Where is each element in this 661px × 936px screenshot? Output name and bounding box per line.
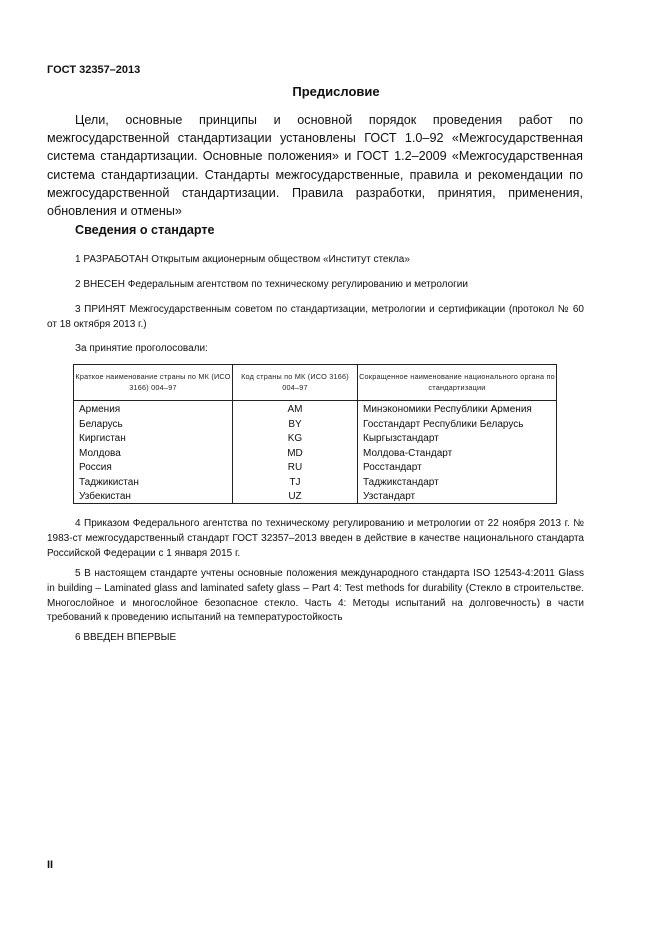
table-cell-code: MD: [287, 447, 303, 459]
table-header-organ: Сокращенное наименование национального органа по стандартизации: [358, 365, 556, 401]
table-cell-country: Киргистан: [79, 433, 126, 444]
table-cell-code: KG: [287, 433, 303, 444]
info-item-6: 6 ВВЕДЕН ВПЕРВЫЕ: [75, 632, 177, 643]
info-item-3: 3 ПРИНЯТ Межгосударственным советом по стандартизации, метрологии и сертификации (протокол № 60 от 18 октября 2013 г.): [47, 304, 584, 330]
preface-title: Предисловие: [292, 84, 380, 99]
table-cell-organ: Кыргызстандарт: [363, 433, 439, 444]
table-cell-organ: Таджикстандарт: [363, 476, 439, 488]
table-cell-country: Россия: [79, 462, 112, 473]
voted-label: За принятие проголосовали:: [75, 343, 208, 354]
table-cell-code: AM: [287, 404, 303, 415]
table-divider: [357, 365, 358, 503]
table-cell-country: Армения: [79, 404, 121, 415]
table-cell-organ: Узстандарт: [363, 491, 416, 502]
standard-info-title: Сведения о стандарте: [75, 223, 215, 237]
table-cell-organ: Росстандарт: [363, 462, 422, 473]
table-cell-country: Узбекистан: [79, 491, 131, 502]
table-cell-organ: Молдова-Стандарт: [363, 447, 453, 459]
table-cell-organ: Госстандарт Республики Беларусь: [363, 418, 524, 430]
table-cell-code: RU: [287, 462, 303, 473]
page-number: II: [47, 859, 54, 871]
voting-table: [73, 364, 557, 504]
info-item-5: 5 В настоящем стандарте учтены основные положения международного стандарта ISO 12543-4:2011 Glass in building – Laminated glass and laminated safety glass – Part 4: Test methods for durability (Стекло в строительстве. Многослойное и многослойное безопасное стекло. Часть 4: Методы испытаний на долговечность) в части требований к проведению испытаний на температуростойкость: [47, 568, 584, 624]
table-cell-code: TJ: [289, 476, 301, 488]
preface-paragraph: Цели, основные принципы и основной порядок проведения работ по межгосударственной стандартизации установлены ГОСТ 1.0–92 «Межгосударственная система стандартизации. Основные положения» и ГОСТ 1.2–2009 «Межгосударственная система стандартизации. Стандарты межгосударственные, правила и рекомендации по межгосударственной стандартизации. Правила разработки, принятия, применения, обновления и отмены»: [47, 113, 583, 219]
table-cell-country: Молдова: [79, 447, 121, 459]
table-cell-country: Таджикистан: [79, 476, 139, 488]
table-cell-organ: Минэкономики Республики Армения: [363, 404, 532, 415]
table-header-code: Код страны по МК (ИСО 3166) 004–97: [233, 365, 357, 401]
table-cell-country: Беларусь: [79, 418, 123, 430]
info-item-4: 4 Приказом Федерального агентства по техническому регулированию и метрологии от 22 ноября 2013 г. № 1983-ст межгосударственный стандарт ГОСТ 32357–2013 введен в действие в качестве национального стандарта Российской Федерации с 1 января 2015 г.: [47, 518, 584, 559]
info-item-2: 2 ВНЕСЕН Федеральным агентством по техническому регулированию и метрологии: [75, 279, 468, 290]
info-item-1: 1 РАЗРАБОТАН Открытым акционерным обществом «Институт стекла»: [75, 254, 410, 265]
document-header: ГОСТ 32357–2013: [47, 64, 141, 76]
table-cell-code: UZ: [288, 491, 302, 502]
table-header-country: Краткое наименование страны по МК (ИСО 3166) 004–97: [74, 365, 232, 401]
table-cell-code: BY: [288, 418, 302, 430]
